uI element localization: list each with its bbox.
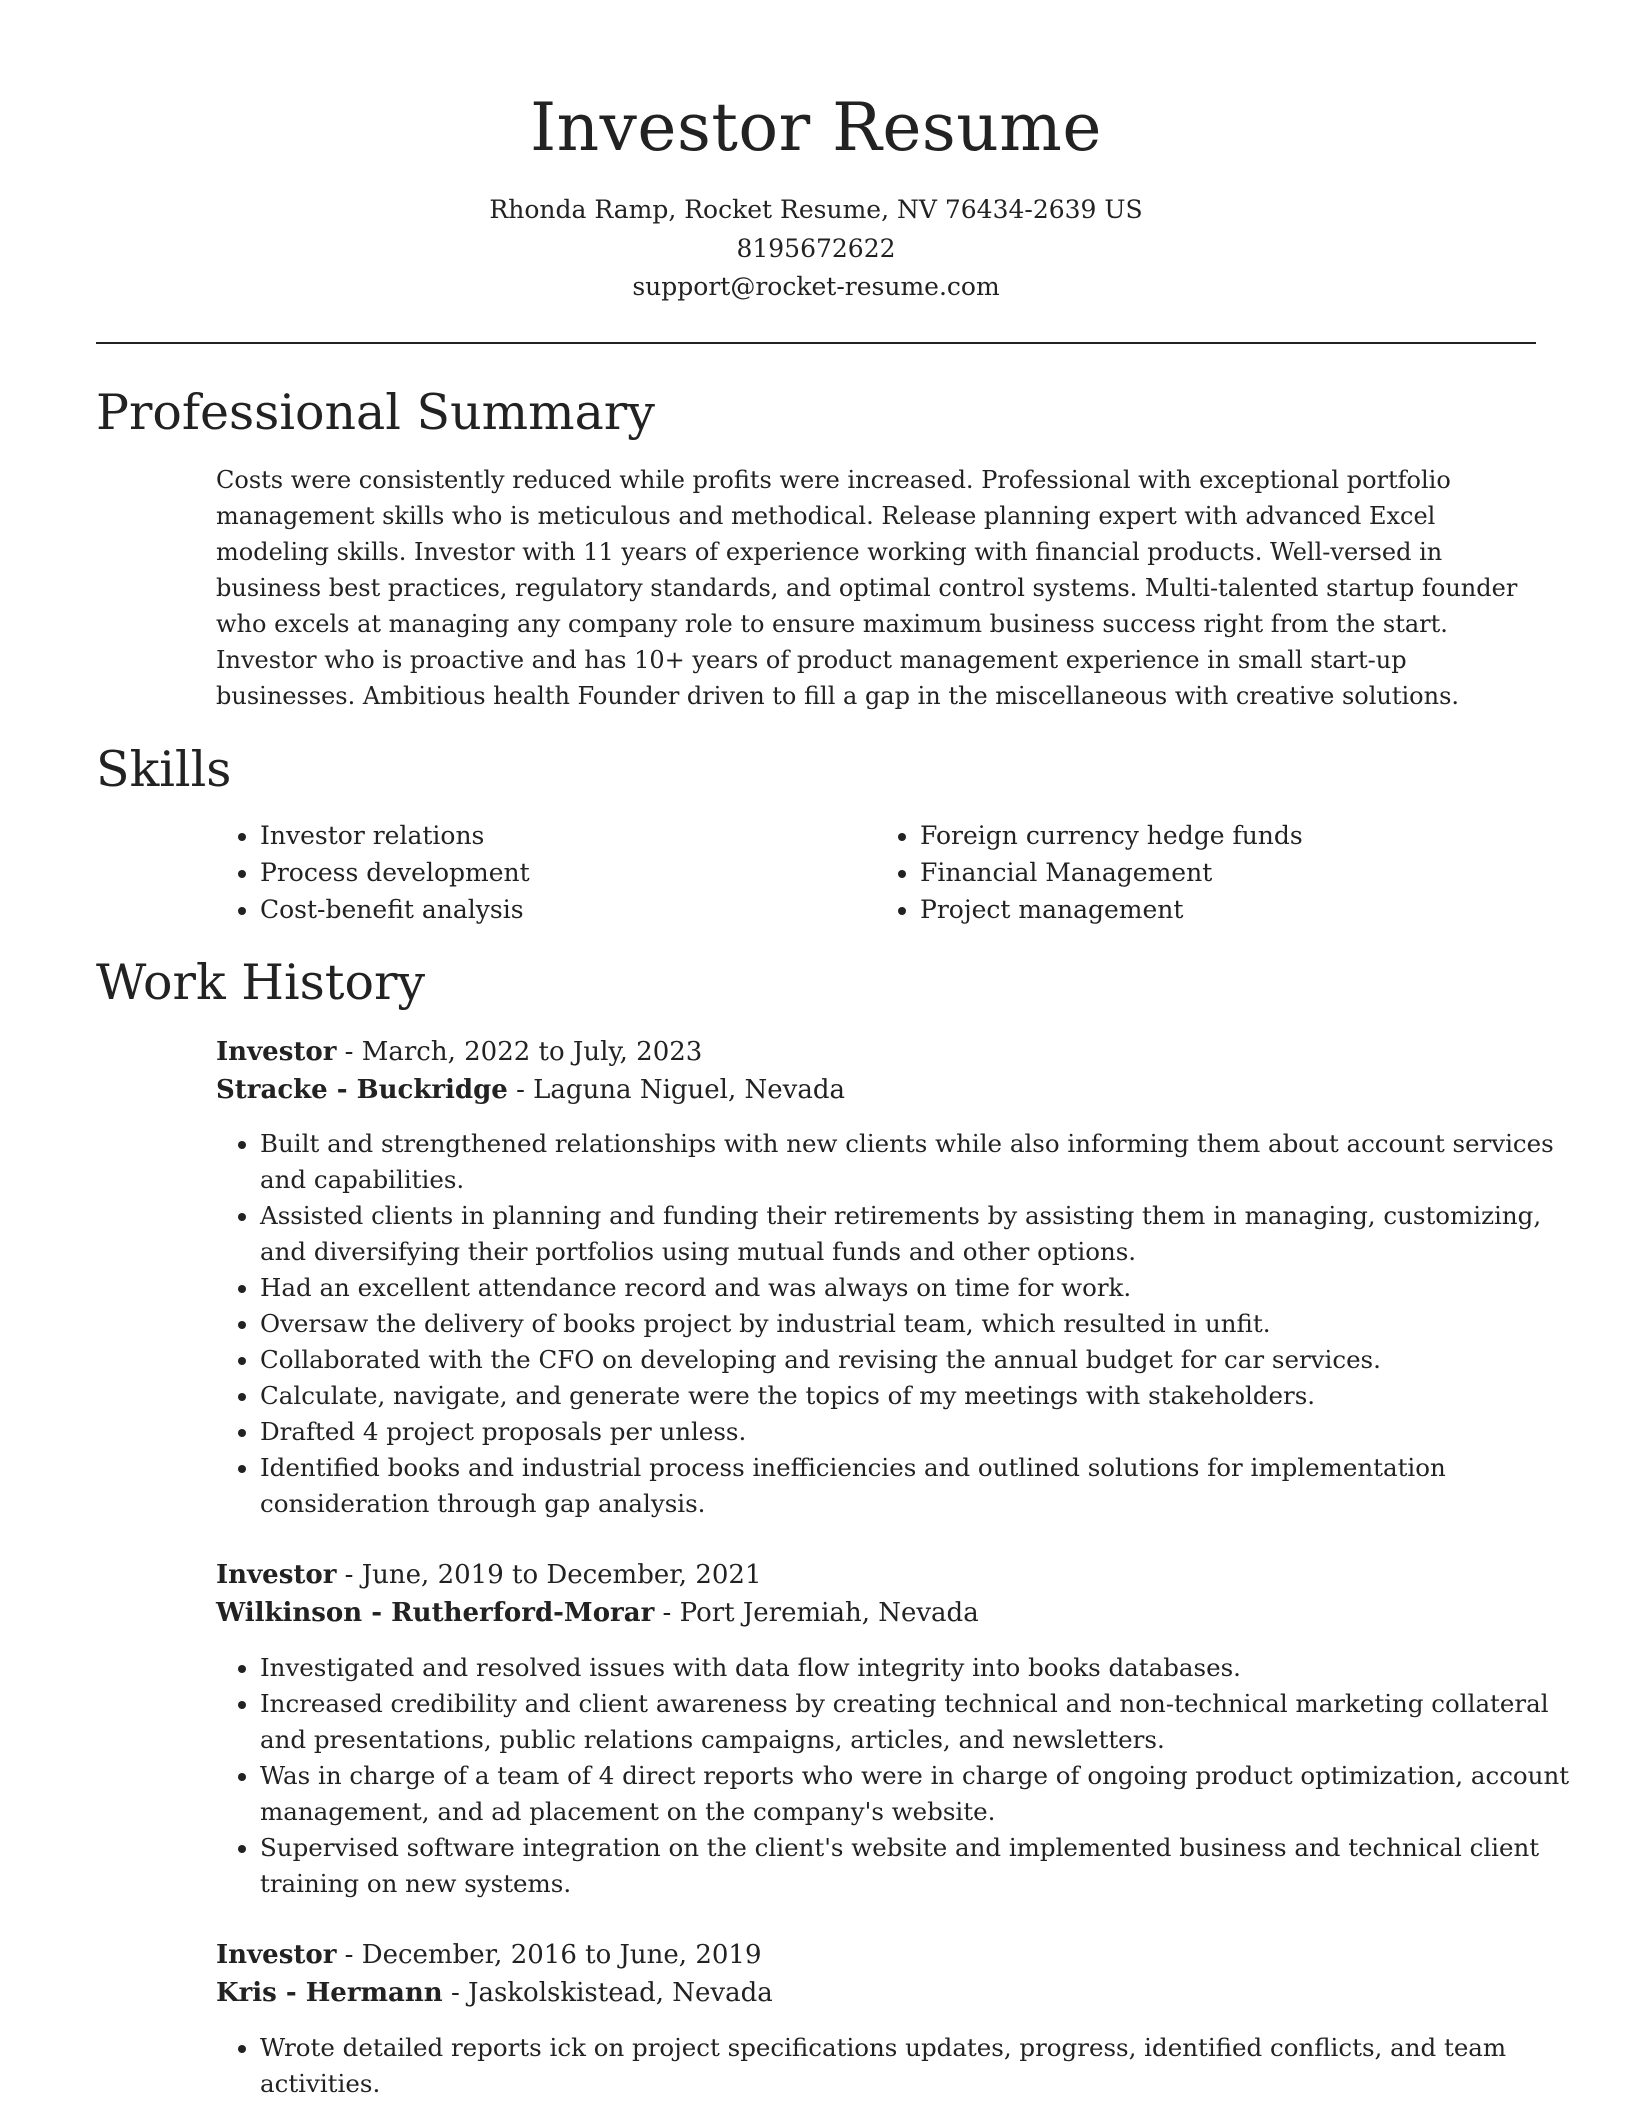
resume-title: Investor Resume <box>530 89 1102 166</box>
job-company-line: Kris - Hermann - Jaskolskistead, Nevada <box>216 1978 773 2008</box>
contact-address: Rhonda Ramp, Rocket Resume, NV 76434-2639 US <box>489 195 1143 224</box>
job-dates: June, 2019 to December, 2021 <box>361 1560 762 1590</box>
skills-list <box>216 817 1536 928</box>
job-bullets <box>216 2030 1580 2102</box>
job-company: Kris - Hermann <box>216 1978 443 2008</box>
job-title: Investor <box>216 1037 337 1067</box>
list-item: • Investigated and resolved issues with data flow integrity into books databases. <box>260 1650 1580 1686</box>
job-location: Jaskolskistead, Nevada <box>468 1978 773 2008</box>
list-item: • Calculate, navigate, and generate were the topics of my meetings with stakeholders. <box>260 1378 1580 1414</box>
job-company-line: Stracke - Buckridge - Laguna Niguel, Nevada <box>216 1075 845 1105</box>
job-bullets <box>216 1650 1580 1902</box>
list-item: • Built and strengthened relationships with new clients while also informing them about account services and capabilities. <box>260 1126 1580 1198</box>
job-company: Wilkinson - Rutherford-Morar <box>216 1598 655 1628</box>
list-item: • Assisted clients in planning and funding their retirements by assisting them in managing, customizing, and diversifying their portfolios using mutual funds and other options. <box>260 1198 1580 1270</box>
skill-item: • Cost-benefit analysis <box>260 891 876 928</box>
skill-item: • Financial Management <box>920 854 1536 891</box>
list-item: • Had an excellent attendance record and was always on time for work. <box>260 1270 1580 1306</box>
summary-text: Costs were consistently reduced while profits were increased. Professional with exceptional portfolio management skills who is meticulous and methodical. Release planning expert with advanced Excel modeling skills. Investor with 11 years of experience working with financial products. Well-versed in business best practices, regulatory standards, and optimal control systems. Multi-talented startup founder who excels at managing any company role to ensure maximum business success right from the start. Investor who is proactive and has 10+ years of product management experience in small start-up businesses. Ambitious health Founder driven to fill a gap in the miscellaneous with creative solutions. <box>216 466 1518 710</box>
job-title-line: Investor - December, 2016 to June, 2019 <box>216 1940 762 1970</box>
job-title-line: Investor - March, 2022 to July, 2023 <box>216 1037 703 1067</box>
header-divider <box>96 342 1536 344</box>
job-dates: December, 2016 to June, 2019 <box>361 1940 762 1970</box>
skill-item: • Process development <box>260 854 876 891</box>
list-item: • Oversaw the delivery of books project by industrial team, which resulted in unfit. <box>260 1306 1580 1342</box>
list-item: • Identified books and industrial process inefficiencies and outlined solutions for implementation consideration through gap analysis. <box>260 1450 1580 1522</box>
skill-item: • Investor relations <box>260 817 876 854</box>
skill-item: • Project management <box>920 891 1536 928</box>
list-item: • Drafted 4 project proposals per unless. <box>260 1414 1580 1450</box>
contact-email: support@rocket-resume.com <box>632 272 1000 301</box>
list-item: • Supervised software integration on the client's website and implemented business and technical client training on new systems. <box>260 1830 1580 1902</box>
job-location: Port Jeremiah, Nevada <box>679 1598 979 1628</box>
skills-heading: Skills <box>96 741 232 798</box>
contact-phone: 8195672622 <box>736 234 896 263</box>
job-location: Laguna Niguel, Nevada <box>533 1075 845 1105</box>
job-dates: March, 2022 to July, 2023 <box>361 1037 703 1067</box>
job-bullets <box>216 1126 1580 1522</box>
list-item: • Was in charge of a team of 4 direct reports who were in charge of ongoing product optimization, account management, and ad placement on the company's website. <box>260 1758 1580 1830</box>
job-company-line: Wilkinson - Rutherford-Morar - Port Jeremiah, Nevada <box>216 1598 979 1628</box>
list-item: • Collaborated with the CFO on developing and revising the annual budget for car services. <box>260 1342 1580 1378</box>
list-item: • Increased credibility and client awareness by creating technical and non-technical marketing collateral and presentations, public relations campaigns, articles, and newsletters. <box>260 1686 1580 1758</box>
job-title: Investor <box>216 1940 337 1970</box>
job-company: Stracke - Buckridge <box>216 1075 508 1105</box>
job-title: Investor <box>216 1560 337 1590</box>
skill-item: • Foreign currency hedge funds <box>920 817 1536 854</box>
job-title-line: Investor - June, 2019 to December, 2021 <box>216 1560 762 1590</box>
skills-column-right <box>876 817 1536 928</box>
skills-column-left <box>216 817 876 928</box>
list-item: • Wrote detailed reports ick on project specifications updates, progress, identified conflicts, and team activities. <box>260 2030 1580 2102</box>
work-heading: Work History <box>96 954 426 1011</box>
summary-heading: Professional Summary <box>96 384 655 441</box>
